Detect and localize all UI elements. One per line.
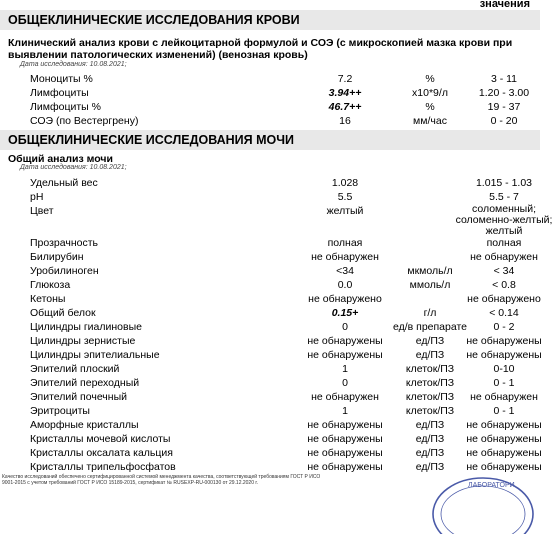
test-name: Эритроциты <box>30 405 90 417</box>
test-name: Билирубин <box>30 251 84 263</box>
result-row <box>0 236 540 250</box>
reference-range: 0 - 1 <box>493 405 515 417</box>
reference-range: 1.20 - 3.00 <box>478 87 530 99</box>
test-unit: ммоль/л <box>409 279 451 291</box>
test-name: Лимфоциты <box>30 87 89 99</box>
stamp-text: ЛАБОРАТОРИ <box>468 482 515 489</box>
result-row <box>0 176 540 190</box>
result-row <box>0 306 540 320</box>
test-name: Цвет <box>30 205 54 217</box>
test-value: 0 <box>342 377 348 389</box>
test-name: Кристаллы оксалата кальция <box>30 447 173 459</box>
reference-range: не обнаружено <box>467 293 541 305</box>
test-name: Моноциты % <box>30 73 93 85</box>
test-value: 5.5 <box>337 191 353 203</box>
test-value: не обнаружено <box>308 293 382 305</box>
result-row <box>0 390 540 404</box>
test-unit: % <box>425 73 435 85</box>
result-row <box>0 446 540 460</box>
blood-analysis-date: Дата исследования: 10.08.2021; <box>20 61 127 68</box>
result-row <box>0 432 540 446</box>
test-unit: ед/ПЗ <box>415 335 445 347</box>
test-value: не обнаружен <box>311 251 379 263</box>
test-name: Кетоны <box>30 293 66 305</box>
test-value: 1 <box>342 405 348 417</box>
test-value: <34 <box>336 265 354 277</box>
test-unit: x10*9/л <box>412 87 448 99</box>
result-row <box>0 348 540 362</box>
reference-range: полная <box>486 237 522 249</box>
urine-analysis-date: Дата исследования: 10.08.2021; <box>20 164 127 171</box>
test-name: Эпителий почечный <box>30 391 127 403</box>
test-name: pH <box>30 191 44 203</box>
reference-range: 0 - 1 <box>493 377 515 389</box>
test-value: 1.028 <box>331 177 359 189</box>
result-row <box>0 278 540 292</box>
test-unit: клеток/ПЗ <box>405 391 455 403</box>
result-row <box>0 114 540 128</box>
result-row <box>0 362 540 376</box>
test-value: желтый <box>326 205 364 217</box>
result-row <box>0 100 540 114</box>
test-value: не обнаружены <box>307 335 383 347</box>
test-value: 0.15+ <box>331 307 359 319</box>
blood-section-header: ОБЩЕКЛИНИЧЕСКИЕ ИССЛЕДОВАНИЯ КРОВИ <box>0 10 540 30</box>
test-value: не обнаружены <box>307 349 383 361</box>
test-value: 0.0 <box>337 279 353 291</box>
reference-range: < 0.8 <box>492 279 516 291</box>
test-value: 3.94++ <box>328 87 362 99</box>
reference-range: не обнаружен <box>470 391 538 403</box>
result-row <box>0 404 540 418</box>
reference-range: 0 - 2 <box>493 321 515 333</box>
test-unit: клеток/ПЗ <box>405 377 455 389</box>
test-name: Эпителий переходный <box>30 377 140 389</box>
test-unit: ед/ПЗ <box>415 433 445 445</box>
test-name: Общий белок <box>30 307 96 319</box>
reference-range: не обнаружены <box>466 447 542 459</box>
reference-range: не обнаружены <box>466 335 542 347</box>
reference-range: 1.015 - 1.03 <box>475 177 533 189</box>
test-value: не обнаружены <box>307 461 383 473</box>
result-row <box>0 460 540 474</box>
test-unit: мкмоль/л <box>407 265 453 277</box>
test-name: Глюкоза <box>30 279 71 291</box>
result-row <box>0 418 540 432</box>
test-value: не обнаружен <box>311 391 379 403</box>
test-name: Лимфоциты % <box>30 101 101 113</box>
test-name: Цилиндры зернистые <box>30 335 136 347</box>
test-name: Аморфные кристаллы <box>30 419 139 431</box>
test-value: не обнаружены <box>307 419 383 431</box>
test-value: 0 <box>342 321 348 333</box>
test-value: не обнаружены <box>307 447 383 459</box>
urine-analysis-title: Общий анализ мочи <box>8 153 113 165</box>
test-name: СОЭ (по Вестергрену) <box>30 115 139 127</box>
test-value: 16 <box>339 115 351 127</box>
test-unit: ед/ПЗ <box>415 349 445 361</box>
reference-range: < 34 <box>493 265 515 277</box>
test-unit: ед/ПЗ <box>415 447 445 459</box>
reference-range: соломенный; соломенно-желтый; желтый <box>455 203 553 237</box>
result-row <box>0 292 540 306</box>
test-unit: мм/час <box>413 115 447 127</box>
test-name: Эпителий плоский <box>30 363 120 375</box>
result-row <box>0 190 540 204</box>
test-unit: клеток/ПЗ <box>405 363 455 375</box>
urine-section-header: ОБЩЕКЛИНИЧЕСКИЕ ИССЛЕДОВАНИЯ МОЧИ <box>0 130 540 150</box>
result-row <box>0 86 540 100</box>
result-row <box>0 250 540 264</box>
quality-certification-note: Качество исследований обеспечено сертифицированной системой менеджмента качества, соответствующей требованиям ГОСТ Р ИСО 9001-2015 с учетом требований ГОСТ Р ИСО 15189-2015, сертификат № RUSEXP-RU-000130 от 29.12.2020 г. <box>2 474 321 486</box>
test-unit: клеток/ПЗ <box>405 405 455 417</box>
test-unit: ед/в препарате <box>392 321 468 333</box>
reference-range: 0 - 20 <box>490 115 518 127</box>
test-unit: % <box>425 101 435 113</box>
reference-range: 5.5 - 7 <box>489 191 519 203</box>
test-unit: ед/ПЗ <box>415 461 445 473</box>
test-name: Кристаллы трипельфосфатов <box>30 461 176 473</box>
test-name: Цилиндры эпителиальные <box>30 349 160 361</box>
reference-range: 0-10 <box>493 363 515 375</box>
test-name: Прозрачность <box>30 237 99 249</box>
test-value: 46.7++ <box>328 101 362 113</box>
result-row <box>0 334 540 348</box>
reference-range: не обнаружен <box>470 251 538 263</box>
test-value: 7.2 <box>337 73 353 85</box>
result-row <box>0 320 540 334</box>
reference-range: 3 - 11 <box>490 73 518 85</box>
result-row <box>0 376 540 390</box>
reference-range: не обнаружены <box>466 419 542 431</box>
test-value: не обнаружены <box>307 433 383 445</box>
result-row <box>0 203 553 237</box>
test-name: Уробилиноген <box>30 265 99 277</box>
ref-values-header-fragment: значения <box>479 0 530 10</box>
reference-range: не обнаружены <box>466 433 542 445</box>
laboratory-stamp <box>428 474 538 534</box>
reference-range: 19 - 37 <box>487 101 521 113</box>
test-unit: ед/ПЗ <box>415 419 445 431</box>
reference-range: < 0.14 <box>489 307 519 319</box>
blood-analysis-title: Клинический анализ крови с лейкоцитарной формулой и СОЭ (с микроскопией мазка крови при выявлении патологических изменений) (венозная кровь) <box>8 37 513 61</box>
result-row <box>0 72 540 86</box>
test-value: 1 <box>342 363 348 375</box>
test-unit: г/л <box>423 307 437 319</box>
reference-range: не обнаружены <box>466 461 542 473</box>
test-name: Цилиндры гиалиновые <box>30 321 142 333</box>
test-value: полная <box>327 237 363 249</box>
result-row <box>0 264 540 278</box>
test-name: Удельный вес <box>30 177 98 189</box>
reference-range: не обнаружены <box>466 349 542 361</box>
test-name: Кристаллы мочевой кислоты <box>30 433 171 445</box>
